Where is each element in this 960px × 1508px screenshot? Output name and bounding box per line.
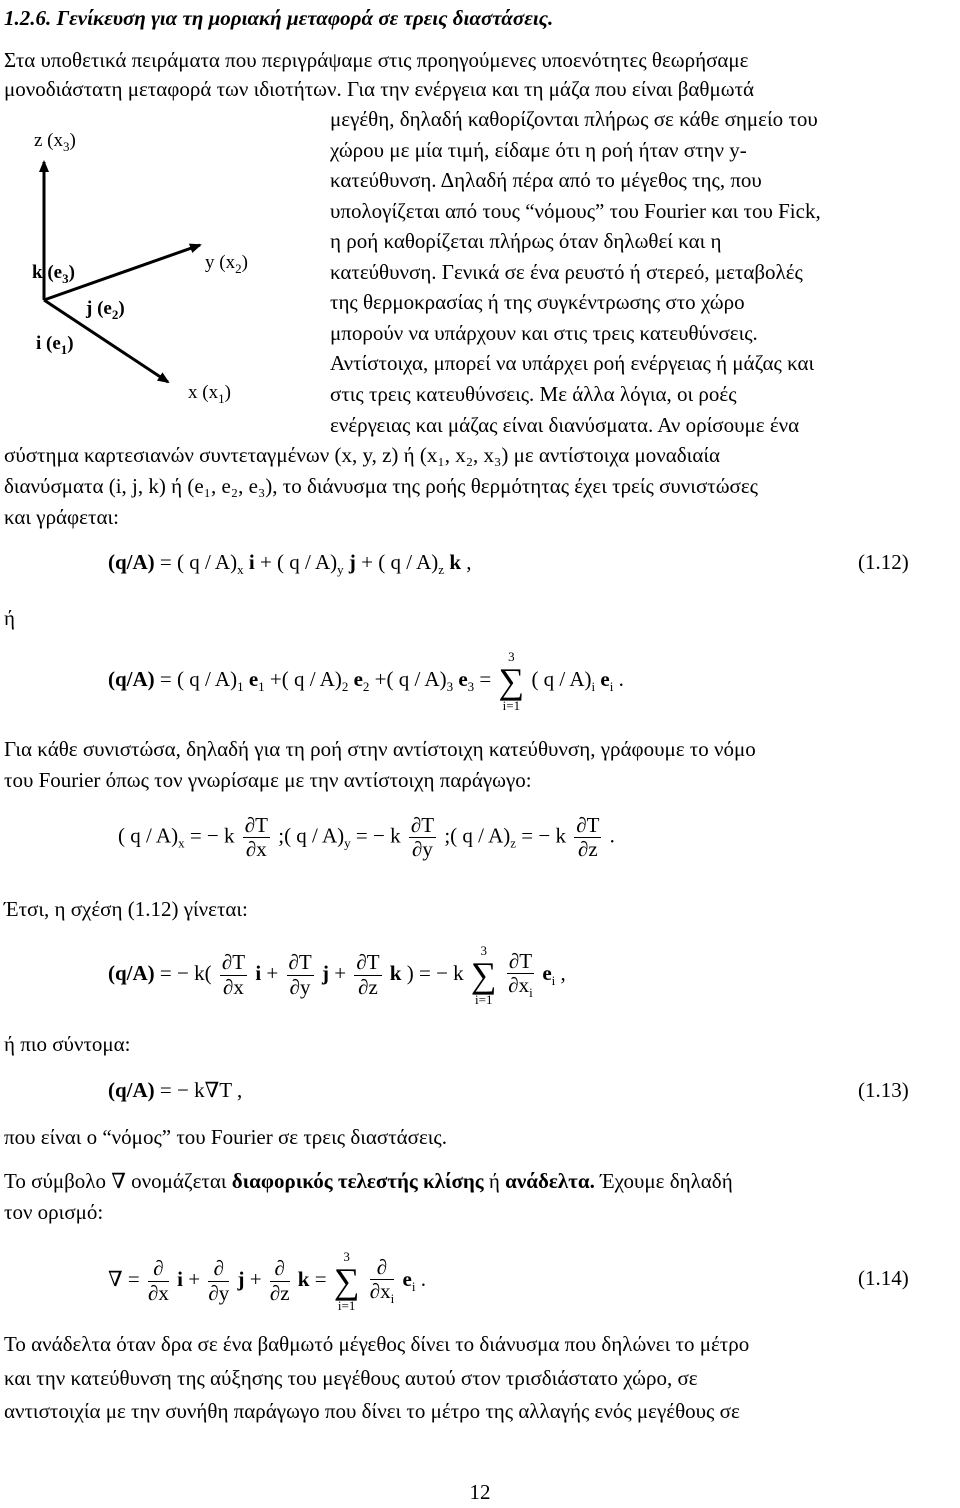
nabla-line-2: τον ορισμό:	[4, 1200, 104, 1224]
or-connector: ή	[4, 606, 15, 630]
para2-line-3: και γράφεται:	[4, 505, 119, 529]
wrap-line-4: υπολογίζεται από τους “νόμους” του Fourier και του Fick,	[330, 199, 821, 223]
para3-line-1: Για κάθε συνιστώσα, δηλαδή για τη ροή στην αντίστοιχη κατεύθυνση, γράφουμε το νόμο	[4, 737, 756, 761]
thus-text: Έτσι, η σχέση (1.12) γίνεται:	[4, 897, 248, 921]
equation-1-13: (q/A) = − k∇T ,	[108, 1078, 243, 1102]
equation-1-14: ∇ = $\frac{\partial}{\partial x}$ i + $\frac{\partial}{\partial y}$ j + $\frac{\partial}{\partial z}$ k = 3 ∑ i=1 $\frac{\partial}{\partial x_i}$ $e_i$ .	[108, 1249, 426, 1313]
x-axis-label: x $(x_1)$	[188, 382, 231, 406]
equation-fourier-components: ( q / $A)_x$ = − k $\frac{\partial T}{\partial x}$ ;( q / $A)_y$ = − k $\frac{\partial T}{\partial y}$ ;( q / $A)_z$ = − k $\frac{\partial T}{\partial z}$ .	[118, 813, 615, 862]
wrap-line-9: Αντίστοιχα, μπορεί να υπάρχει ροή ενέργειας ή μάζας και	[330, 351, 815, 375]
equation-1-12: (q/A) = ( q / $A)_x$ i + ( q / $A)_y$ j + ( q / $A)_z$ k ,	[108, 550, 472, 578]
wrap-line-11: ενέργειας και μάζας είναι διανύσματα. Αν ορίσουμε ένα	[330, 413, 800, 437]
wrap-line-3: κατεύθυνση. Δηλαδή πέρα από το μέγεθος της, που	[330, 168, 762, 192]
wrap-line-10: στις τρεις κατευθύνσεις. Με άλλα λόγια, οι ροές	[330, 382, 737, 406]
para2-line-2: διανύσματα (i, j, k) ή (e₁, e₂, e₃), το διάνυσμα της ροής θερμότητας έχει τρείς συνιστώσες	[4, 474, 758, 498]
equation-1-12-label: (1.12)	[858, 550, 909, 574]
wrap-line-7: της θερμοκρασίας ή της συγκέντρωσης στο χώρο	[330, 290, 745, 314]
equation-1-14-label: (1.14)	[858, 1266, 909, 1290]
section-heading: 1.2.6. Γενίκευση για τη μοριακή μεταφορά σε τρεις διαστάσεις.	[4, 6, 554, 30]
equation-e-components: (q/A) = ( q / $A)_1$ $e_1$ +( q / $A)_2$ $e_2$ +( q / $A)_3$ $e_3$ = 3 ∑ i=1 ( q / $A)_i$ $e_i$ .	[108, 649, 624, 713]
k-unit-vector-label: k $(e_3)$	[32, 262, 75, 286]
para3-line-2: του Fourier όπως τον γνωρίσαμε με την αντίστοιχη παράγωγο:	[4, 768, 532, 792]
wrap-line-6: κατεύθυνση. Γενικά σε ένα ρευστό ή στερεό, μεταβολές	[330, 260, 803, 284]
equation-fourier-expanded: (q/A) = − k( $\frac{\partial T}{\partial x}$ i + $\frac{\partial T}{\partial y}$ j + $\frac{\partial T}{\partial z}$ k ) = − k 3 ∑ i=1 $\frac{\partial T}{\partial x_i}$ $e_i$ ,	[108, 943, 566, 1007]
fourier-text: που είναι ο “νόμος” του Fourier σε τρεις διαστάσεις.	[4, 1125, 447, 1149]
short-text: ή πιο σύντομα:	[4, 1032, 131, 1056]
final-line-1: Το ανάδελτα όταν δρα σε ένα βαθμωτό μέγεθος δίνει το διάνυσμα που δηλώνει το μέτρο	[4, 1332, 750, 1356]
j-unit-vector-label: j $(e_2)$	[86, 298, 125, 322]
intro-line-2: μονοδιάστατη μεταφορά των ιδιοτήτων. Για την ενέργεια και τη μάζα που είναι βαθμωτά	[4, 77, 755, 101]
y-axis-label: y $(x_2)$	[205, 252, 248, 276]
equation-1-13-label: (1.13)	[858, 1078, 909, 1102]
i-unit-vector-label: i $(e_1)$	[36, 333, 74, 357]
final-line-3: αντιστοιχία με την συνήθη παράγωγο που δίνει το μέτρο της αλλαγής ενός μεγέθους σε	[4, 1399, 740, 1423]
z-axis-label: z $(x_3)$	[34, 130, 76, 154]
para2-line-1: σύστημα καρτεσιανών συντεταγμένων (x, y, z) ή (x₁, x₂, x₃) με αντίστοιχα μοναδιαία	[4, 443, 720, 467]
intro-line-1: Στα υποθετικά πειράματα που περιγράψαμε στις προηγούμενες υποενότητες θεωρήσαμε	[4, 48, 749, 72]
page-number: 12	[469, 1480, 491, 1504]
wrap-line-5: η ροή καθορίζεται πλήρως όταν δηλωθεί και η	[330, 229, 722, 253]
nabla-line-1: Το σύμβολο ∇ ονομάζεται διαφορικός τελεστής κλίσης ή ανάδελτα. Έχουμε δηλαδή	[4, 1169, 733, 1193]
wrap-line-1: μεγέθη, δηλαδή καθορίζονται πλήρως σε κάθε σημείο του	[330, 107, 818, 131]
wrap-line-2: χώρου με μία τιμή, είδαμε ότι η ροή ήταν στην y-	[330, 138, 747, 162]
final-line-2: και την κατεύθυνση της αύξησης του μεγέθους αυτού στον τρισδιάστατο χώρο, σε	[4, 1366, 698, 1390]
wrap-line-8: μπορούν να υπάρχουν και στις τρεις κατευθύνσεις.	[330, 321, 758, 345]
